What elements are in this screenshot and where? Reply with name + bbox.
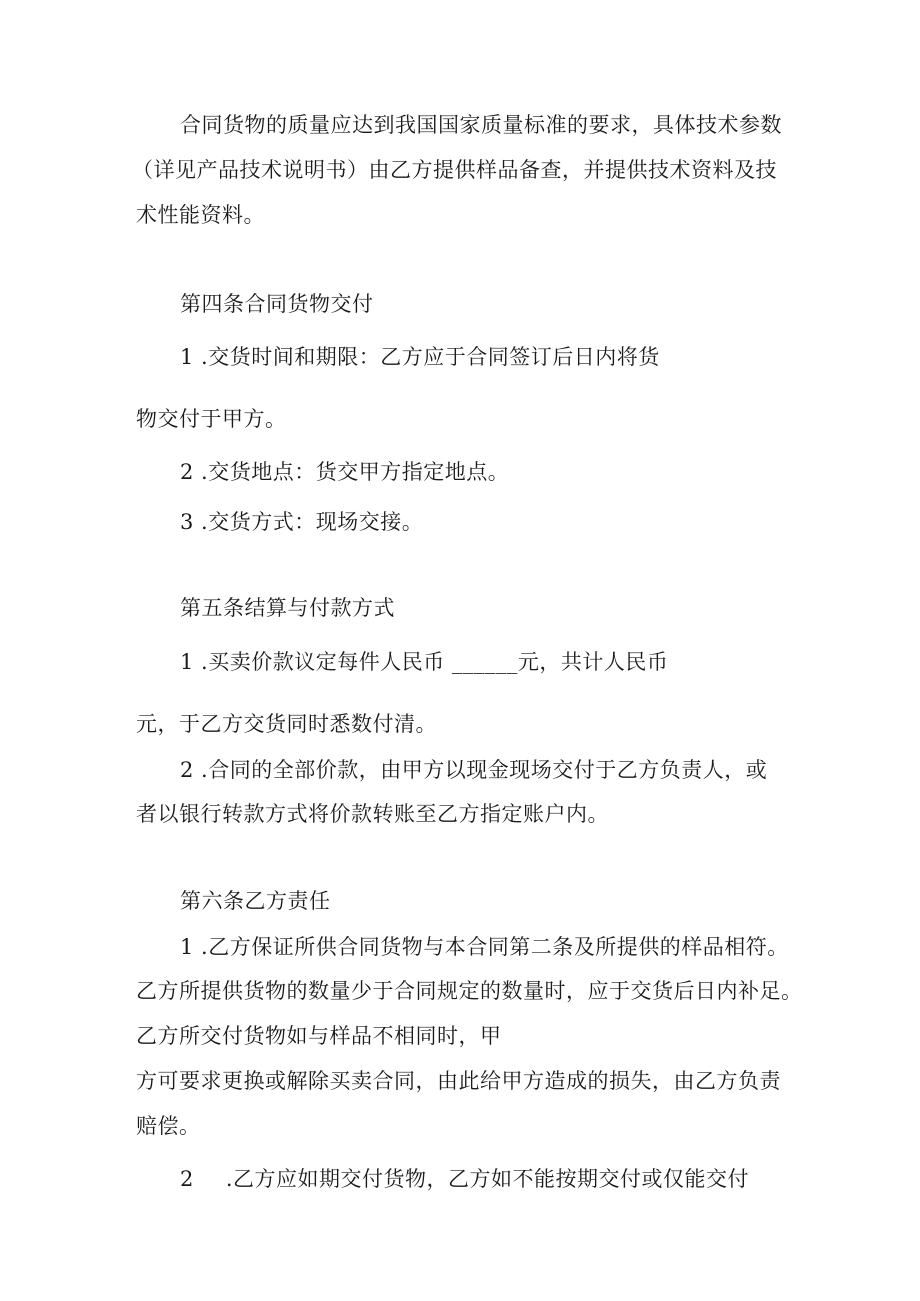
article-6-item-1-line-2: 乙方所提供货物的数量少于合同规定的数量时，应于交货后日内补足。 — [136, 979, 803, 1003]
article-4-item-1-line-1: 1 .交货时间和期限：乙方应于合同签订后日内将货 — [180, 345, 660, 369]
article-4-item-1-line-2: 物交付于甲方。 — [136, 407, 287, 431]
paragraph-quality-line-1: 合同货物的质量应达到我国国家质量标准的要求，具体技术参数 — [180, 113, 782, 137]
article-4-heading: 第四条合同货物交付 — [180, 292, 374, 316]
article-5-heading: 第五条结算与付款方式 — [180, 596, 395, 620]
article-5-item-1-line-1: 1 .买卖价款议定每件人民币 ______元，共计人民币 — [180, 650, 669, 674]
item-number: 2 — [180, 1167, 194, 1191]
paragraph-quality-line-3: 术性能资料。 — [136, 203, 265, 227]
article-5-item-2-line-2: 者以银行转款方式将价款转账至乙方指定账户内。 — [136, 802, 609, 826]
article-6-heading: 第六条乙方责任 — [180, 889, 331, 913]
article-4-item-3: 3 .交货方式：现场交接。 — [180, 510, 424, 534]
article-6-item-1-line-4: 方可要求更换或解除买卖合同，由此给甲方造成的损失，由乙方负责 — [136, 1069, 781, 1093]
article-4-item-2: 2 .交货地点：货交甲方指定地点。 — [180, 460, 510, 484]
article-6-item-1-line-3: 乙方所交付货物如与样品不相同时，甲 — [136, 1024, 502, 1048]
article-6-item-1-line-5: 赔偿。 — [136, 1114, 201, 1138]
article-5-item-2-line-1: 2 .合同的全部价款，由甲方以现金现场交付于乙方负责人，或 — [180, 758, 768, 782]
item-text: .乙方应如期交付货物，乙方如不能按期交付或仅能交付 — [225, 1167, 750, 1191]
article-6-item-1-line-1: 1 .乙方保证所供合同货物与本合同第二条及所提供的样品相符。 — [180, 935, 789, 959]
article-5-item-1-line-2: 元，于乙方交货同时悉数付清。 — [136, 712, 437, 736]
article-6-item-2-line-1 — [180, 1165, 749, 1193]
paragraph-quality-line-2: （详见产品技术说明书）由乙方提供样品备查，并提供技术资料及技 — [132, 158, 777, 182]
